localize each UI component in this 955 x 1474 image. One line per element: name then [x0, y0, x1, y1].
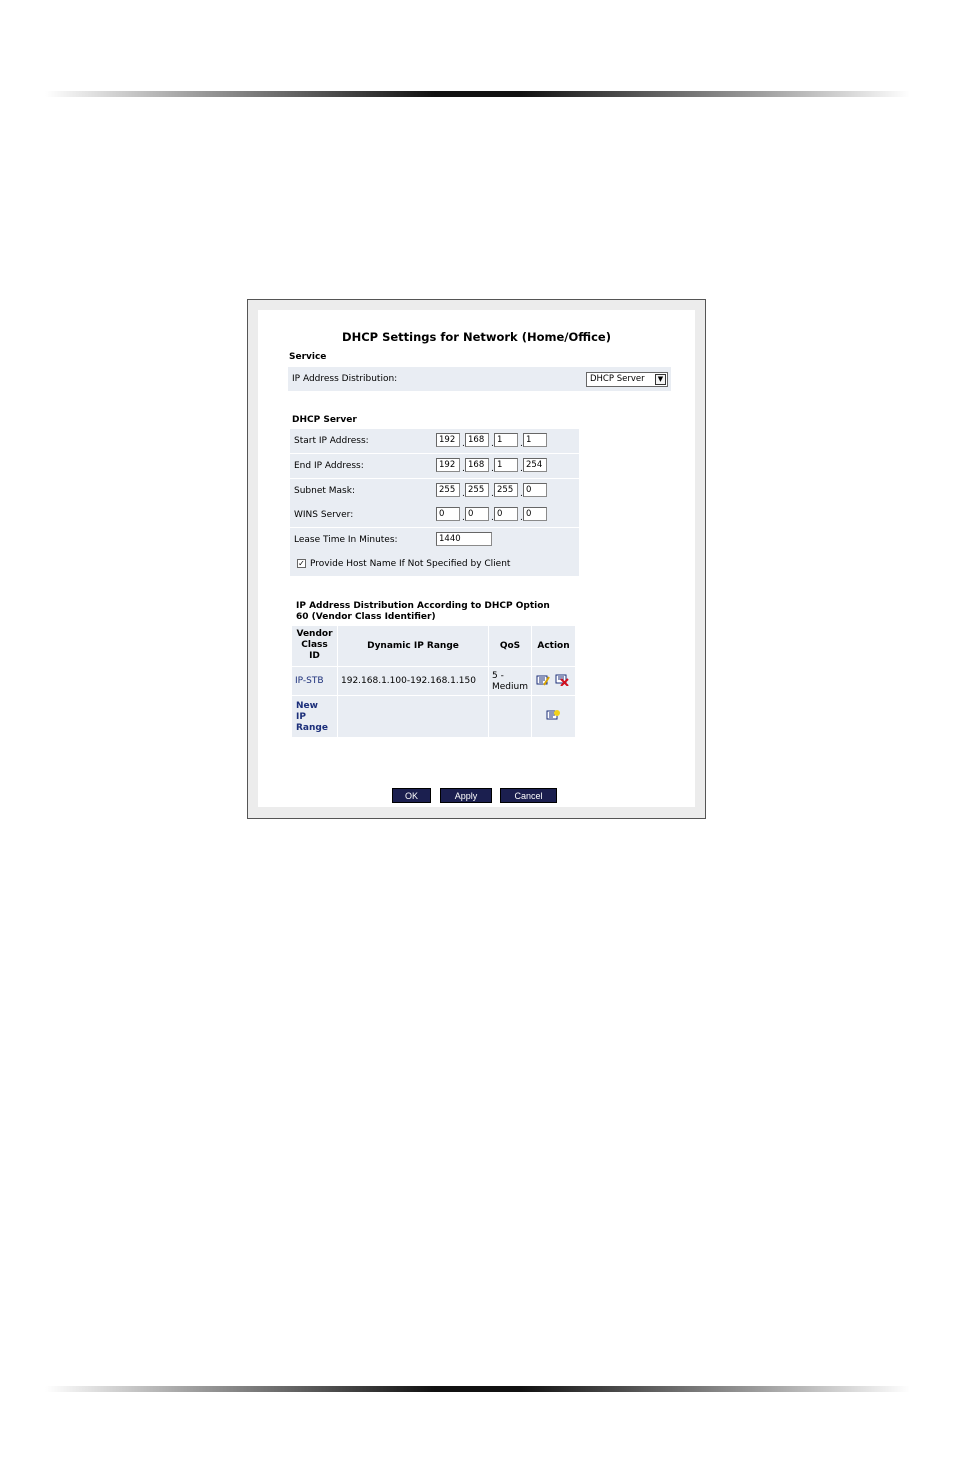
add-icon[interactable] — [546, 709, 560, 721]
new-range-qos-empty — [489, 696, 531, 737]
ok-button[interactable]: OK — [392, 788, 431, 803]
start-ip-octet-4[interactable]: 1 — [523, 433, 547, 447]
col-qos: QoS — [489, 626, 531, 666]
delete-icon[interactable] — [555, 674, 569, 686]
ip-distribution-label: IP Address Distribution: — [292, 374, 398, 384]
subnet-mask-octet-2[interactable]: 255 — [465, 483, 489, 497]
lease-time-label: Lease Time In Minutes: — [294, 535, 398, 545]
end-ip-row: End IP Address: 192 . 168 . 1 . 254 — [290, 454, 579, 479]
ip-distribution-row — [288, 367, 671, 392]
col-dynamic-ip-range: Dynamic IP Range — [338, 626, 488, 666]
start-ip-row: Start IP Address: 192 . 168 . 1 . 1 — [290, 429, 579, 454]
subnet-mask-octet-3[interactable]: 255 — [494, 483, 518, 497]
apply-button[interactable]: Apply — [440, 788, 492, 803]
end-ip-octet-1[interactable]: 192 — [436, 458, 460, 472]
end-ip-octet-2[interactable]: 168 — [465, 458, 489, 472]
wins-server-octet-1[interactable]: 0 — [436, 507, 460, 521]
provide-host-name-checkbox[interactable]: ✓ — [298, 559, 305, 568]
screenshot-frame — [247, 299, 706, 819]
col-vendor-class-id: Vendor Class ID — [292, 626, 337, 666]
dhcp-server-heading: DHCP Server — [292, 415, 357, 425]
new-range-action-cell — [532, 696, 575, 737]
subnet-mask-octet-4[interactable]: 0 — [523, 483, 547, 497]
ip-distribution-value: DHCP Server — [590, 374, 645, 384]
wins-server-label: WINS Server: — [294, 510, 354, 520]
ip-distribution-select[interactable] — [586, 372, 668, 387]
wins-server-row: WINS Server: 0 . 0 . 0 . 0 — [290, 503, 579, 528]
service-heading: Service — [289, 352, 327, 362]
end-ip-octet-4[interactable]: 254 — [523, 458, 547, 472]
start-ip-label: Start IP Address: — [294, 436, 369, 446]
ip-range-cell: 192.168.1.100-192.168.1.150 — [338, 667, 488, 695]
wins-server-octet-2[interactable]: 0 — [465, 507, 489, 521]
subnet-mask-label: Subnet Mask: — [294, 486, 355, 496]
vendor-ip-stb-link[interactable]: IP-STB — [292, 667, 337, 695]
provide-host-name-row — [290, 552, 579, 577]
subnet-mask-row: Subnet Mask: 255 . 255 . 255 . 0 — [290, 479, 579, 504]
subnet-mask-octet-1[interactable]: 255 — [436, 483, 460, 497]
option60-heading-line2: 60 (Vendor Class Identifier) — [296, 612, 436, 622]
lease-time-input[interactable]: 1440 — [436, 532, 492, 546]
wins-server-octet-3[interactable]: 0 — [494, 507, 518, 521]
new-range-empty-cell — [338, 696, 488, 737]
end-ip-label: End IP Address: — [294, 461, 364, 471]
wins-server-octet-4[interactable]: 0 — [523, 507, 547, 521]
start-ip-octet-3[interactable]: 1 — [494, 433, 518, 447]
provide-host-name-label: Provide Host Name If Not Specified by Client — [310, 559, 511, 569]
start-ip-octet-1[interactable]: 192 — [436, 433, 460, 447]
chevron-down-icon[interactable]: ▼ — [655, 374, 666, 385]
cancel-button[interactable]: Cancel — [500, 788, 557, 803]
end-ip-octet-3[interactable]: 1 — [494, 458, 518, 472]
lease-time-row — [290, 528, 579, 553]
new-ip-range-link[interactable]: New IP Range — [292, 696, 337, 737]
col-action: Action — [532, 626, 575, 666]
top-rule — [45, 91, 910, 97]
page-title: DHCP Settings for Network (Home/Office) — [342, 330, 611, 344]
start-ip-octet-2[interactable]: 168 — [465, 433, 489, 447]
option60-heading-line1: IP Address Distribution According to DHCP Option — [296, 601, 550, 611]
bottom-rule — [45, 1386, 910, 1392]
edit-icon[interactable] — [536, 674, 550, 686]
dhcp-settings-panel — [258, 310, 695, 807]
qos-cell: 5 - Medium — [489, 667, 531, 695]
action-cell — [532, 667, 575, 695]
